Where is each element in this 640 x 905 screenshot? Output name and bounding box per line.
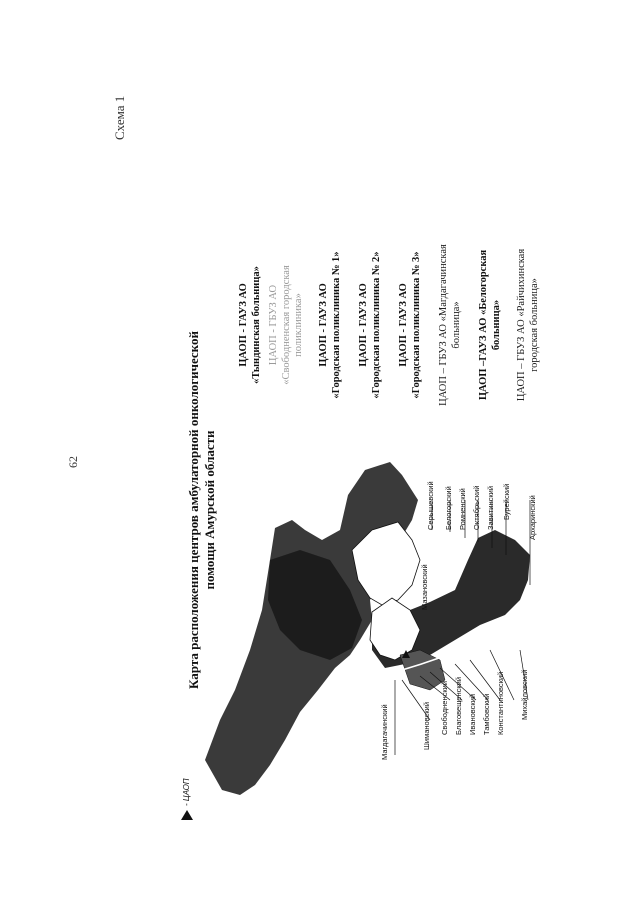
schema-label: Схема 1 bbox=[112, 95, 127, 140]
legend-item-polyclinic-3: ЦАОП - ГАУЗ АО «Городская поликлиника № 3» bbox=[398, 251, 422, 399]
district-label: Завитинский bbox=[486, 485, 495, 530]
district-label: Белогорский bbox=[444, 486, 453, 530]
page-number: 62 bbox=[66, 456, 80, 468]
cao-marker-icon bbox=[180, 808, 194, 822]
district-label: Свободненский bbox=[440, 680, 449, 735]
district-label: Октябрьский bbox=[472, 485, 481, 530]
legend-item-raichikhinsk: ЦАОП – ГБУЗ АО «Райчихинская городская больница» bbox=[516, 248, 540, 402]
legend-item-svobodny: ЦАОП - ГБУЗ АО «Свободненская городская поликлиника» bbox=[268, 265, 304, 385]
district-label: Бурейский bbox=[502, 483, 511, 520]
district-label: Михайловский bbox=[520, 669, 529, 720]
district-label: Благовещенский bbox=[454, 676, 463, 735]
district-label: Мазановский bbox=[420, 564, 429, 610]
map-title-line1: Карта расположения центров амбулаторной онкологической bbox=[186, 331, 201, 689]
legend-item-polyclinic-2: ЦАОП - ГАУЗ АО «Городская поликлиника № 2» bbox=[358, 251, 382, 399]
legend-item-magdagachi: ЦАОП – ГБУЗ АО «Магдагачинская больница» bbox=[438, 244, 462, 406]
district-label: Ромненский bbox=[458, 488, 467, 530]
legend-item-tynda: ЦАОП - ГАУЗ АО «Тындинская больница» bbox=[238, 266, 262, 384]
district-label: Константиновский bbox=[496, 671, 505, 735]
district-label: Серышевский bbox=[426, 481, 435, 530]
district-label: Тамбовский bbox=[482, 693, 491, 735]
legend-key-label: - ЦАОП bbox=[182, 778, 191, 806]
legend-item-polyclinic-1: ЦАОП - ГАУЗ АО «Городская поликлиника № 1» bbox=[318, 251, 342, 399]
map-title-line2: помощи Амурской области bbox=[202, 430, 217, 590]
district-label: Магдагачинский bbox=[380, 704, 389, 760]
legend-item-belogorsk: ЦАОП –ГАУЗ АО «Белогорская больница» bbox=[478, 249, 502, 401]
district-label: Архаринский bbox=[528, 495, 537, 540]
district-label: Шимановский bbox=[422, 701, 431, 750]
district-label: Ивановский bbox=[468, 693, 477, 735]
